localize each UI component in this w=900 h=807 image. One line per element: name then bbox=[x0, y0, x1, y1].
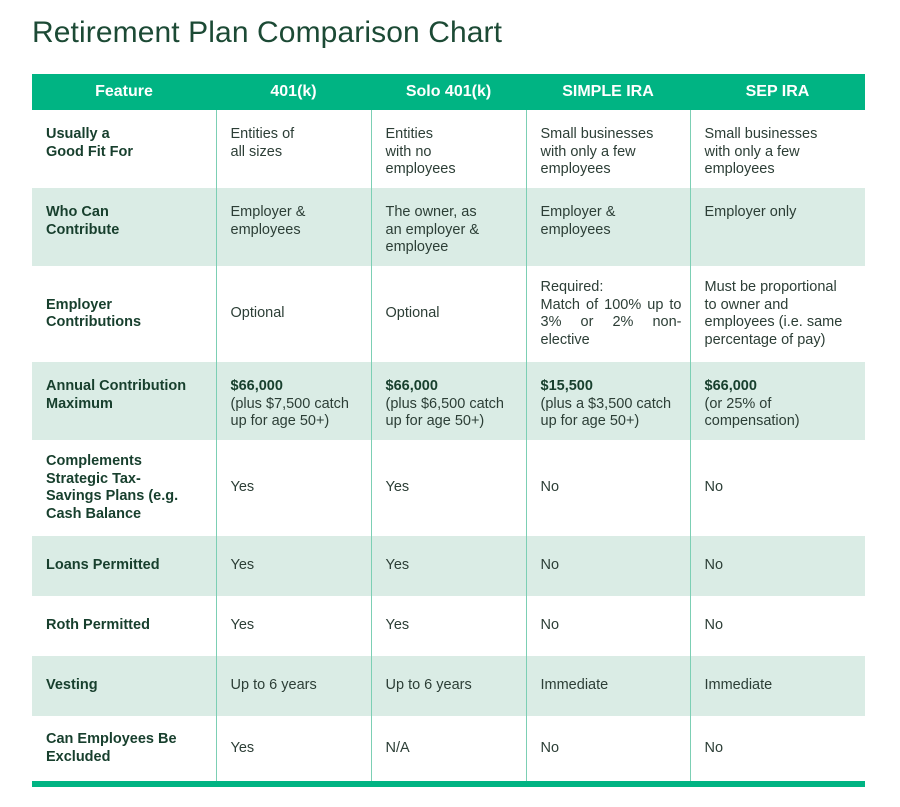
cell-text: Entities of all sizes bbox=[230, 126, 295, 160]
note-text: (plus $6,500 catch up for age 50+) bbox=[385, 395, 504, 429]
feature-label bbox=[32, 110, 216, 188]
cell-401k bbox=[216, 716, 371, 784]
cell-text: Yes bbox=[230, 739, 255, 756]
feature-label bbox=[32, 656, 216, 716]
feature-label bbox=[32, 362, 216, 440]
cell-sep-ira bbox=[690, 656, 865, 716]
cell-solo-401k bbox=[371, 362, 526, 440]
header-solo-401k: Solo 401(k) bbox=[371, 74, 526, 110]
cell-text: Entities with no employees bbox=[385, 126, 456, 177]
cell-text: Required: Match of 100% up to 3% or 2% non-elective bbox=[540, 279, 682, 348]
cell-simple-ira bbox=[526, 110, 690, 188]
row-vesting bbox=[32, 656, 865, 716]
cell-simple-ira bbox=[526, 536, 690, 596]
row-employees-excluded bbox=[32, 716, 865, 784]
cell-text: Must be proportional to owner and employees (i.e. same percentage of pay) bbox=[704, 279, 843, 348]
cell-text: Up to 6 years bbox=[385, 677, 472, 694]
cell-text: Yes bbox=[230, 479, 255, 496]
cell-text: Yes bbox=[230, 617, 255, 634]
cell-solo-401k bbox=[371, 536, 526, 596]
cell-text: Employer & employees bbox=[540, 204, 616, 238]
feature-label bbox=[32, 440, 216, 536]
cell-text: Up to 6 years bbox=[230, 677, 317, 694]
cell-solo-401k bbox=[371, 656, 526, 716]
cell-solo-401k bbox=[371, 110, 526, 188]
cell-401k bbox=[216, 596, 371, 656]
cell-solo-401k bbox=[371, 716, 526, 784]
row-annual-maximum bbox=[32, 362, 865, 440]
feature-label bbox=[32, 188, 216, 266]
cell-sep-ira bbox=[690, 266, 865, 362]
row-employer-contributions bbox=[32, 266, 865, 362]
note-text: (plus $7,500 catch up for age 50+) bbox=[230, 395, 349, 429]
feature-text: Loans Permitted bbox=[46, 557, 160, 574]
feature-label bbox=[32, 716, 216, 784]
cell-text: No bbox=[540, 617, 560, 634]
cell-sep-ira bbox=[690, 362, 865, 440]
cell-sep-ira bbox=[690, 110, 865, 188]
cell-text: N/A bbox=[385, 739, 410, 756]
feature-label bbox=[32, 536, 216, 596]
feature-text: Vesting bbox=[46, 677, 98, 694]
cell-simple-ira bbox=[526, 596, 690, 656]
row-who-can-contribute bbox=[32, 188, 865, 266]
cell-text: No bbox=[704, 739, 724, 756]
feature-text: Annual Contribution Maximum bbox=[46, 378, 187, 412]
cell-text: No bbox=[704, 557, 724, 574]
header-row bbox=[32, 74, 865, 110]
cell-text: Yes bbox=[230, 557, 255, 574]
amount-text: $66,000 bbox=[704, 378, 757, 394]
cell-text: No bbox=[540, 739, 560, 756]
cell-sep-ira bbox=[690, 536, 865, 596]
cell-text: Optional bbox=[230, 305, 285, 322]
cell-sep-ira bbox=[690, 188, 865, 266]
cell-text: Yes bbox=[385, 557, 410, 574]
cell-sep-ira bbox=[690, 596, 865, 656]
feature-text: Who Can Contribute bbox=[46, 204, 120, 238]
feature-text: Employer Contributions bbox=[46, 296, 142, 330]
cell-401k bbox=[216, 440, 371, 536]
cell-text: No bbox=[704, 479, 724, 496]
amount-text: $15,500 bbox=[540, 378, 593, 394]
cell-401k bbox=[216, 188, 371, 266]
row-roth-permitted bbox=[32, 596, 865, 656]
row-complements-plans bbox=[32, 440, 865, 536]
cell-text: Small businesses with only a few employees bbox=[540, 126, 654, 177]
cell-text: The owner, as an employer & employee bbox=[385, 204, 479, 255]
header-sep-ira: SEP IRA bbox=[690, 74, 865, 110]
feature-text: Roth Permitted bbox=[46, 617, 150, 634]
cell-simple-ira bbox=[526, 266, 690, 362]
note-text: (or 25% of compensation) bbox=[704, 395, 800, 429]
page-title: Retirement Plan Comparison Chart bbox=[32, 16, 503, 49]
header-401k: 401(k) bbox=[216, 74, 371, 110]
row-loans-permitted bbox=[32, 536, 865, 596]
cell-text: Employer & employees bbox=[230, 204, 306, 238]
feature-text: Usually a Good Fit For bbox=[46, 126, 133, 160]
cell-text: Employer only bbox=[704, 204, 797, 220]
comparison-table bbox=[32, 74, 865, 787]
header-feature: Feature bbox=[32, 74, 216, 110]
cell-simple-ira bbox=[526, 656, 690, 716]
cell-simple-ira bbox=[526, 440, 690, 536]
cell-text: Immediate bbox=[540, 677, 609, 694]
cell-text: Yes bbox=[385, 617, 410, 634]
cell-text: No bbox=[540, 557, 560, 574]
amount-text: $66,000 bbox=[230, 378, 283, 394]
cell-text: Optional bbox=[385, 305, 440, 322]
cell-solo-401k bbox=[371, 596, 526, 656]
amount-text: $66,000 bbox=[385, 378, 438, 394]
feature-text: Can Employees Be Excluded bbox=[46, 731, 177, 765]
cell-simple-ira bbox=[526, 716, 690, 784]
cell-text: No bbox=[540, 479, 560, 496]
note-text: (plus a $3,500 catch up for age 50+) bbox=[540, 395, 672, 429]
cell-401k bbox=[216, 110, 371, 188]
cell-solo-401k bbox=[371, 188, 526, 266]
cell-simple-ira bbox=[526, 362, 690, 440]
cell-401k bbox=[216, 536, 371, 596]
cell-401k bbox=[216, 266, 371, 362]
cell-solo-401k bbox=[371, 266, 526, 362]
cell-text: Immediate bbox=[704, 677, 773, 694]
row-good-fit bbox=[32, 110, 865, 188]
cell-401k bbox=[216, 362, 371, 440]
cell-sep-ira bbox=[690, 440, 865, 536]
cell-solo-401k bbox=[371, 440, 526, 536]
feature-label bbox=[32, 266, 216, 362]
cell-text: Yes bbox=[385, 479, 410, 496]
cell-simple-ira bbox=[526, 188, 690, 266]
cell-text: Small businesses with only a few employees bbox=[704, 126, 818, 177]
cell-401k bbox=[216, 656, 371, 716]
feature-text: Complements Strategic Tax- Savings Plans (e.g. Cash Balance bbox=[46, 453, 179, 522]
cell-text: No bbox=[704, 617, 724, 634]
cell-sep-ira bbox=[690, 716, 865, 784]
header-simple-ira: SIMPLE IRA bbox=[526, 74, 690, 110]
feature-label bbox=[32, 596, 216, 656]
